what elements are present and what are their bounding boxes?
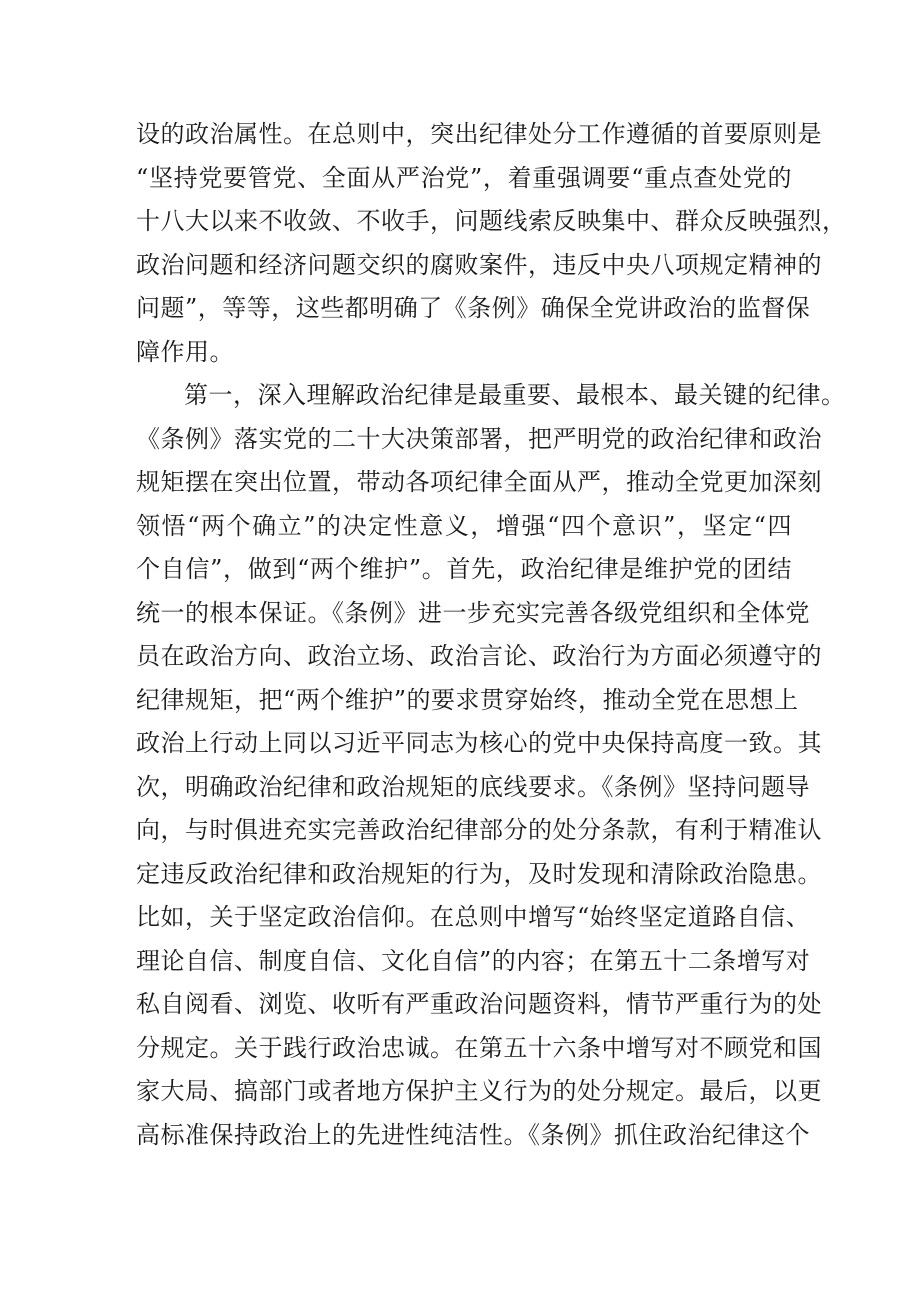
text-line: 问题”，等等，这些都明确了《条例》确保全党讲政治的监督保	[136, 294, 811, 322]
text-line: 政治上行动上同以习近平同志为核心的党中央保持高度一致。其	[136, 729, 822, 757]
text-line: 定违反政治纪律和政治规矩的行为，及时发现和清除政治隐患。	[136, 859, 822, 888]
text-line: 十八大以来不收敛、不收手，问题线索反映集中、群众反映强烈，	[136, 207, 847, 235]
text-line: 分规定。关于践行政治忠诚。在第五十六条中增写对不顾党和国	[136, 1033, 822, 1062]
text-line: 私自阅看、浏览、收听有严重政治问题资料，情节严重行为的处	[136, 990, 822, 1018]
text-line: 向，与时俱进充实完善政治纪律部分的处分条款，有利于精准认	[136, 816, 822, 844]
text-line: 纪律规矩，把“两个维护”的要求贯穿始终，推动全党在思想上	[136, 685, 799, 714]
text-line: 第一，深入理解政治纪律是最重要、最根本、最关键的纪律。	[184, 381, 846, 409]
text-line: 领悟“两个确立”的决定性意义，增强“四个意识”，坚定“四	[136, 511, 792, 540]
text-line: 次，明确政治纪律和政治规矩的底线要求。《条例》坚持问题导	[136, 772, 810, 801]
text-line: 高标准保持政治上的先进性纯洁性。《条例》抓住政治纪律这个	[136, 1120, 810, 1149]
text-line: 规矩摆在突出位置，带动各项纪律全面从严，推动全党更加深刻	[136, 468, 822, 496]
text-line: 政治问题和经济问题交织的腐败案件，违反中央八项规定精神的	[136, 250, 822, 279]
text-line: 个自信”，做到“两个维护”。首先，政治纪律是维护党的团结	[136, 555, 792, 583]
text-line: 《条例》落实党的二十大决策部署，把严明党的政治纪律和政治	[136, 424, 822, 453]
text-line: 障作用。	[136, 337, 234, 366]
text-line: “坚持党要管党、全面从严治党”，着重强调要“重点查处党的	[136, 163, 792, 192]
text-line: 员在政治方向、政治立场、政治言论、政治行为方面必须遵守的	[136, 642, 822, 670]
text-line: 家大局、搞部门或者地方保护主义行为的处分规定。最后，以更	[136, 1077, 822, 1105]
body-text	[136, 113, 847, 1157]
text-line: 理论自信、制度自信、文化自信”的内容；在第五十二条增写对	[136, 946, 811, 975]
text-line: 统一的根本保证。《条例》进一步充实完善各级党组织和全体党	[136, 598, 810, 627]
text-line: 比如，关于坚定政治信仰。在总则中增写“始终坚定道路自信、	[136, 903, 811, 931]
text-line: 设的政治属性。在总则中，突出纪律处分工作遵循的首要原则是	[136, 120, 822, 148]
